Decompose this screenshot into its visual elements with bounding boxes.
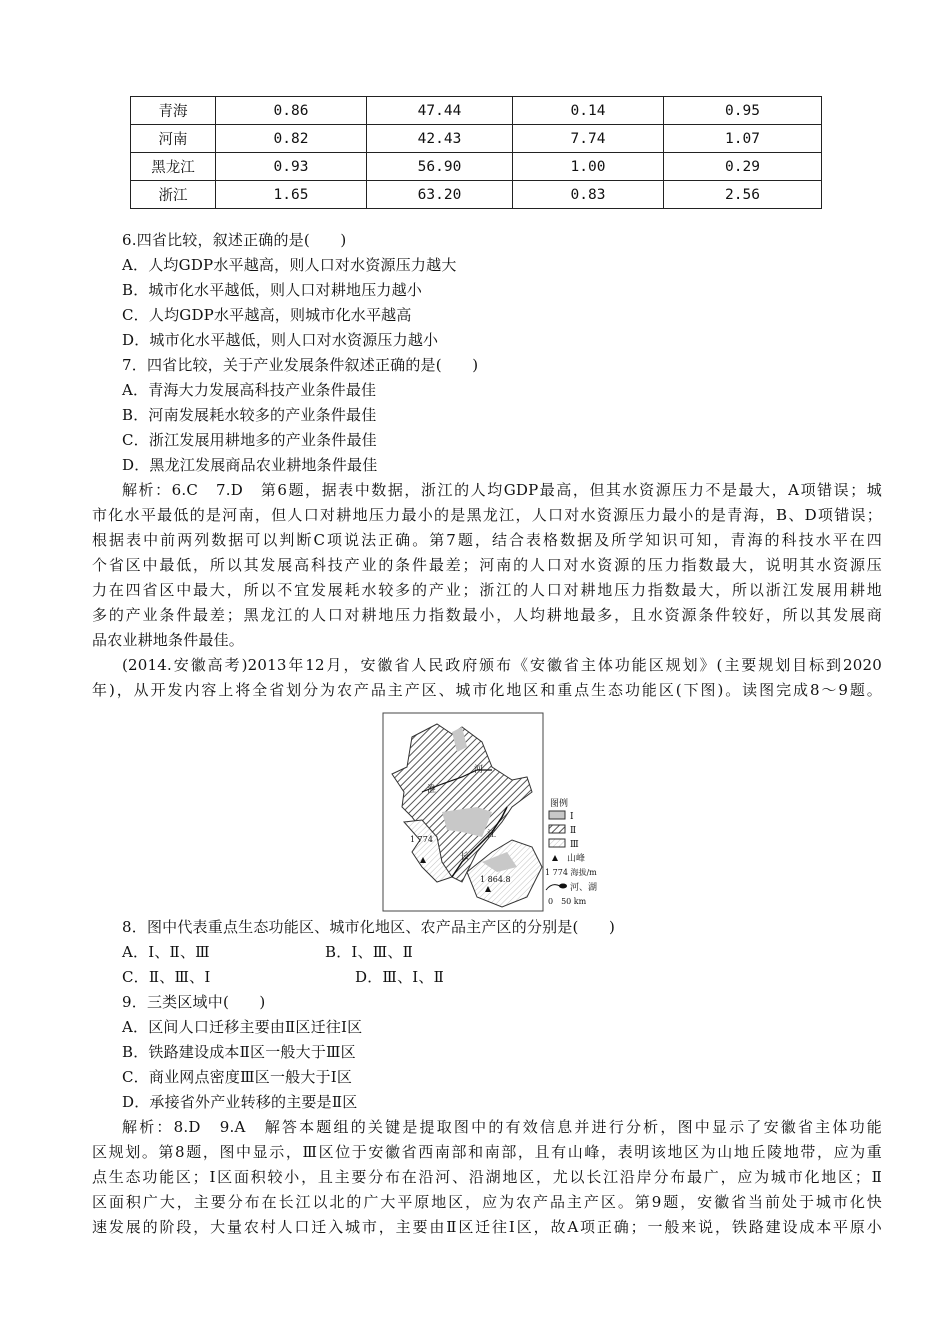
river-label: 长 <box>460 852 470 862</box>
table-cell: 42.43 <box>367 125 513 153</box>
answer-option: A．人均GDP水平越高，则人口对水资源压力越大 <box>122 256 457 274</box>
legend-item-label: Ⅱ <box>570 826 577 836</box>
scale-bar-label: 0 50 km <box>548 897 587 906</box>
table-cell: 0.93 <box>216 153 367 181</box>
question-stem: 6.四省比较，叙述正确的是( ) <box>122 231 347 249</box>
analysis-text: 速发展的阶段，大量农村人口迁入城市，主要由Ⅱ区迁往Ⅰ区，故A项正确；一般来说，铁路建设成本平原小 <box>92 1218 882 1236</box>
answer-option: D．承接省外产业转移的主要是Ⅱ区 <box>122 1093 358 1111</box>
answer-option: C．浙江发展用耕地多的产业条件最佳 <box>122 431 377 449</box>
answer-option: A．区间人口迁移主要由Ⅱ区迁往Ⅰ区 <box>122 1018 363 1036</box>
legend-item-label: Ⅲ <box>570 840 579 850</box>
analysis-text: 多的产业条件最差；黑龙江的人口对耕地压力指数最小，人均耕地最多，且水资源条件较好，所以其发展商 <box>92 606 882 624</box>
table-row <box>131 153 822 181</box>
table-cell: 2.56 <box>664 181 822 209</box>
table-cell: 0.29 <box>664 153 822 181</box>
peak-legend-icon <box>552 855 558 861</box>
answer-option: C．商业网点密度Ⅲ区一般大于Ⅰ区 <box>122 1068 353 1086</box>
table-cell: 47.44 <box>367 97 513 125</box>
table-row <box>131 97 822 125</box>
river-label: 淮 <box>427 785 437 795</box>
table-cell: 0.86 <box>216 97 367 125</box>
analysis-text: 点生态功能区；Ⅰ区面积较小，且主要分布在沿河、沿湖地区，尤以长江沿岸分布最广，应为城市化地区；Ⅱ <box>92 1168 882 1186</box>
analysis-text: 区面积广大，主要分布在长江以北的广大平原地区，应为农产品主产区。第9题，安徽省当前处于城市化快 <box>92 1193 882 1211</box>
question-stem: 8．图中代表重点生态功能区、城市化地区、农产品主产区的分别是( ) <box>122 918 616 936</box>
table-cell: 0.14 <box>513 97 664 125</box>
table-cell: 1.00 <box>513 153 664 181</box>
data-table <box>130 96 822 209</box>
table-cell: 56.90 <box>367 153 513 181</box>
river-label: 江 <box>487 830 497 840</box>
analysis-text: 解析：8.D 9.A 解答本题组的关键是提取图中的有效信息并进行分析，图中显示了安徽省主体功能 <box>122 1118 882 1136</box>
peak-elevation-label: 1 774 <box>410 835 433 844</box>
table-cell: 1.65 <box>216 181 367 209</box>
answer-option: C．Ⅱ、Ⅲ、Ⅰ <box>122 968 211 986</box>
river-label: 河 <box>474 765 484 775</box>
answer-option: D．城市化水平越低，则人口对水资源压力越小 <box>122 331 439 349</box>
answer-option: B．河南发展耗水较多的产业条件最佳 <box>122 406 377 424</box>
analysis-text: 根据表中前两列数据可以判断C项说法正确。第7题，结合表格数据及所学知识可知，青海的科技水平在四 <box>92 531 882 549</box>
answer-option: B．Ⅰ、Ⅲ、Ⅱ <box>325 943 414 961</box>
analysis-text: 力在四省区中最大，所以不宜发展耗水较多的产业；浙江的人口对耕地压力指数最大，所以浙江发展用耕地 <box>92 581 882 599</box>
table-row <box>131 181 822 209</box>
analysis-text: 个省区中最低，所以其发展高科技产业的条件最差；河南的人口对水资源的压力指数最大，说明其水资源压 <box>92 556 882 574</box>
answer-option: D．黑龙江发展商品农业耕地条件最佳 <box>122 456 378 474</box>
answer-option: C．人均GDP水平越高，则城市化水平越高 <box>122 306 412 324</box>
question-stem: 7．四省比较，关于产业发展条件叙述正确的是( ) <box>122 356 479 374</box>
table-cell: 0.95 <box>664 97 822 125</box>
question-stem: 9．三类区域中( ) <box>122 993 266 1011</box>
legend-peak-label: 山峰 <box>567 854 586 864</box>
table-cell: 青海 <box>131 97 216 125</box>
legend-river-label: 河、湖 <box>570 883 598 893</box>
table-cell: 黑龙江 <box>131 153 216 181</box>
answer-option: B．铁路建设成本Ⅱ区一般大于Ⅲ区 <box>122 1043 356 1061</box>
table-cell: 7.74 <box>513 125 664 153</box>
answer-option: A．青海大力发展高科技产业条件最佳 <box>122 381 377 399</box>
table-cell: 浙江 <box>131 181 216 209</box>
table-row <box>131 125 822 153</box>
analysis-text: 品农业耕地条件最佳。 <box>92 631 245 649</box>
answer-option: B．城市化水平越低，则人口对耕地压力越小 <box>122 281 423 299</box>
analysis-text: 市化水平最低的是河南，但人口对耕地压力最小的是黑龙江，人口对水资源压力最小的是青海，B、D项错误； <box>92 506 882 524</box>
anhui-map <box>382 712 612 912</box>
legend-title: 图例 <box>550 799 569 809</box>
table-cell: 0.83 <box>513 181 664 209</box>
table-cell: 0.82 <box>216 125 367 153</box>
table-cell: 1.07 <box>664 125 822 153</box>
answer-option: A．Ⅰ、Ⅱ、Ⅲ <box>122 943 210 961</box>
intro-text: (2014.安徽高考)2013年12月，安徽省人民政府颁布《安徽省主体功能区规划》(主要规划目标到2020 <box>122 656 882 674</box>
legend-elevation-label: 1 774 海拔/m <box>545 868 597 877</box>
legend-item-label: Ⅰ <box>570 812 574 822</box>
analysis-text: 区规划。第8题，图中显示，Ⅲ区位于安徽省西南部和南部，且有山峰，表明该地区为山地丘陵地带，应为重 <box>92 1143 882 1161</box>
peak-elevation-label: 1 864.8 <box>480 875 511 884</box>
table-cell: 63.20 <box>367 181 513 209</box>
answer-option: D．Ⅲ、Ⅰ、Ⅱ <box>355 968 445 986</box>
table-cell: 河南 <box>131 125 216 153</box>
intro-text: 年)，从开发内容上将全省划分为农产品主产区、城市化地区和重点生态功能区(下图)。读图完成8～9题。 <box>92 681 882 699</box>
analysis-text: 解析：6.C 7.D 第6题，据表中数据，浙江的人均GDP最高，但其水资源压力不是最大，A项错误；城 <box>122 481 882 499</box>
